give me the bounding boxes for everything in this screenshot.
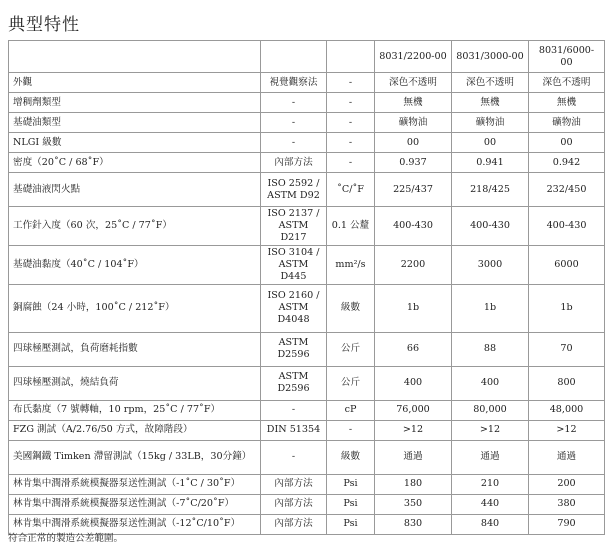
table-row	[9, 440, 605, 474]
property-cell: FZG 測試（A/2.76/50 方式，故障階段）	[9, 420, 261, 440]
test-method-cell: -	[261, 93, 327, 113]
value-3000-cell: 88	[452, 332, 529, 366]
property-cell: 林肯集中潤滑系統模擬器泵送性測試（-12˚C/10˚F）	[9, 514, 261, 534]
table-row	[9, 73, 605, 93]
value-2200-cell: 0.937	[375, 153, 452, 173]
property-cell: 工作針入度（60 次，25˚C / 77˚F）	[9, 207, 261, 246]
table-header-row	[9, 41, 605, 73]
value-3000-cell: 1b	[452, 284, 529, 332]
value-2200-cell: >12	[375, 420, 452, 440]
value-2200-cell: 無機	[375, 93, 452, 113]
value-3000-cell: 400-430	[452, 207, 529, 246]
value-3000-cell: 00	[452, 133, 529, 153]
unit-cell: -	[327, 73, 375, 93]
table-row	[9, 332, 605, 366]
value-2200-cell: 礦物油	[375, 113, 452, 133]
value-6000-cell: 00	[529, 133, 605, 153]
test-method-cell: 內部方法	[261, 474, 327, 494]
value-2200-cell: 225/437	[375, 173, 452, 207]
property-cell: 美國鋼鐵 Timken 滯留測試（15kg / 33LB，30分鐘）	[9, 440, 261, 474]
value-6000-cell: 232/450	[529, 173, 605, 207]
property-cell: 外觀	[9, 73, 261, 93]
test-method-cell: ISO 2137 / ASTM D217	[261, 207, 327, 246]
unit-cell: -	[327, 113, 375, 133]
property-cell: 林肯集中潤滑系統模擬器泵送性測試（-1˚C / 30˚F）	[9, 474, 261, 494]
value-2200-cell: 400	[375, 366, 452, 400]
value-3000-cell: 80,000	[452, 400, 529, 420]
test-method-cell: 內部方法	[261, 514, 327, 534]
value-6000-cell: 200	[529, 474, 605, 494]
value-6000-cell: 400-430	[529, 207, 605, 246]
value-2200-cell: 深色不透明	[375, 73, 452, 93]
value-2200-cell: 830	[375, 514, 452, 534]
header-cell	[327, 41, 375, 73]
value-6000-cell: 790	[529, 514, 605, 534]
unit-cell: Psi	[327, 514, 375, 534]
header-cell	[9, 41, 261, 73]
value-2200-cell: 通過	[375, 440, 452, 474]
value-2200-cell: 1b	[375, 284, 452, 332]
value-6000-cell: 380	[529, 494, 605, 514]
value-3000-cell: 0.941	[452, 153, 529, 173]
property-cell: 密度（20˚C / 68˚F）	[9, 153, 261, 173]
value-3000-cell: 210	[452, 474, 529, 494]
value-6000-cell: 48,000	[529, 400, 605, 420]
test-method-cell: 內部方法	[261, 494, 327, 514]
value-3000-cell: 通過	[452, 440, 529, 474]
table-row	[9, 153, 605, 173]
value-3000-cell: 礦物油	[452, 113, 529, 133]
property-cell: 增稠劑類型	[9, 93, 261, 113]
value-6000-cell: 0.942	[529, 153, 605, 173]
page-title: 典型特性	[8, 15, 80, 35]
property-cell: NLGI 級數	[9, 133, 261, 153]
table-row	[9, 113, 605, 133]
unit-cell: mm²/s	[327, 245, 375, 284]
value-2200-cell: 350	[375, 494, 452, 514]
unit-cell: Psi	[327, 494, 375, 514]
properties-table	[8, 40, 605, 535]
unit-cell: 級數	[327, 284, 375, 332]
table-row	[9, 284, 605, 332]
property-cell: 基礎油類型	[9, 113, 261, 133]
value-3000-cell: 深色不透明	[452, 73, 529, 93]
property-cell: 基礎油黏度（40˚C / 104˚F）	[9, 245, 261, 284]
test-method-cell: 內部方法	[261, 153, 327, 173]
unit-cell: -	[327, 153, 375, 173]
table-row	[9, 93, 605, 113]
property-cell: 四球極壓測試，負荷磨耗指數	[9, 332, 261, 366]
value-6000-cell: 通過	[529, 440, 605, 474]
test-method-cell: ASTM D2596	[261, 332, 327, 366]
property-cell: 銅腐蝕（24 小時，100˚C / 212˚F）	[9, 284, 261, 332]
test-method-cell: ISO 2592 / ASTM D92	[261, 173, 327, 207]
value-2200-cell: 400-430	[375, 207, 452, 246]
property-cell: 基礎油液閃火點	[9, 173, 261, 207]
test-method-cell: DIN 51354	[261, 420, 327, 440]
table-row	[9, 494, 605, 514]
unit-cell: -	[327, 133, 375, 153]
property-cell: 林肯集中潤滑系統模擬器泵送性測試（-7˚C/20˚F）	[9, 494, 261, 514]
table-row	[9, 173, 605, 207]
table-row	[9, 207, 605, 246]
unit-cell: -	[327, 420, 375, 440]
test-method-cell: -	[261, 113, 327, 133]
value-3000-cell: 218/425	[452, 173, 529, 207]
test-method-cell: ASTM D2596	[261, 366, 327, 400]
table-row	[9, 366, 605, 400]
table-row	[9, 133, 605, 153]
value-3000-cell: 840	[452, 514, 529, 534]
table-row	[9, 400, 605, 420]
test-method-cell: -	[261, 400, 327, 420]
value-6000-cell: 800	[529, 366, 605, 400]
unit-cell: cP	[327, 400, 375, 420]
value-2200-cell: 180	[375, 474, 452, 494]
value-2200-cell: 66	[375, 332, 452, 366]
header-cell	[261, 41, 327, 73]
table-row	[9, 474, 605, 494]
unit-cell: 級數	[327, 440, 375, 474]
unit-cell: ˚C/˚F	[327, 173, 375, 207]
test-method-cell: -	[261, 133, 327, 153]
footnote: 符合正常的製造公差範圍。	[8, 533, 124, 544]
value-6000-cell: 無機	[529, 93, 605, 113]
unit-cell: Psi	[327, 474, 375, 494]
property-cell: 布氏黏度（7 號轉軸，10 rpm，25˚C / 77˚F）	[9, 400, 261, 420]
value-6000-cell: 礦物油	[529, 113, 605, 133]
table-row	[9, 420, 605, 440]
value-3000-cell: 無機	[452, 93, 529, 113]
unit-cell: -	[327, 93, 375, 113]
value-6000-cell: 深色不透明	[529, 73, 605, 93]
product-header-2200: 8031/2200-00	[375, 41, 452, 73]
unit-cell: 公斤	[327, 366, 375, 400]
test-method-cell: ISO 3104 / ASTM D445	[261, 245, 327, 284]
value-3000-cell: 3000	[452, 245, 529, 284]
value-3000-cell: 400	[452, 366, 529, 400]
value-3000-cell: >12	[452, 420, 529, 440]
value-3000-cell: 440	[452, 494, 529, 514]
value-6000-cell: >12	[529, 420, 605, 440]
table-row	[9, 245, 605, 284]
value-2200-cell: 2200	[375, 245, 452, 284]
property-cell: 四球極壓測試，燒結負荷	[9, 366, 261, 400]
unit-cell: 公斤	[327, 332, 375, 366]
test-method-cell: 視覺觀察法	[261, 73, 327, 93]
value-6000-cell: 1b	[529, 284, 605, 332]
unit-cell: 0.1 公釐	[327, 207, 375, 246]
value-6000-cell: 70	[529, 332, 605, 366]
test-method-cell: -	[261, 440, 327, 474]
value-2200-cell: 76,000	[375, 400, 452, 420]
test-method-cell: ISO 2160 / ASTM D4048	[261, 284, 327, 332]
value-6000-cell: 6000	[529, 245, 605, 284]
product-header-3000: 8031/3000-00	[452, 41, 529, 73]
value-2200-cell: 00	[375, 133, 452, 153]
product-header-6000: 8031/6000-00	[529, 41, 605, 73]
